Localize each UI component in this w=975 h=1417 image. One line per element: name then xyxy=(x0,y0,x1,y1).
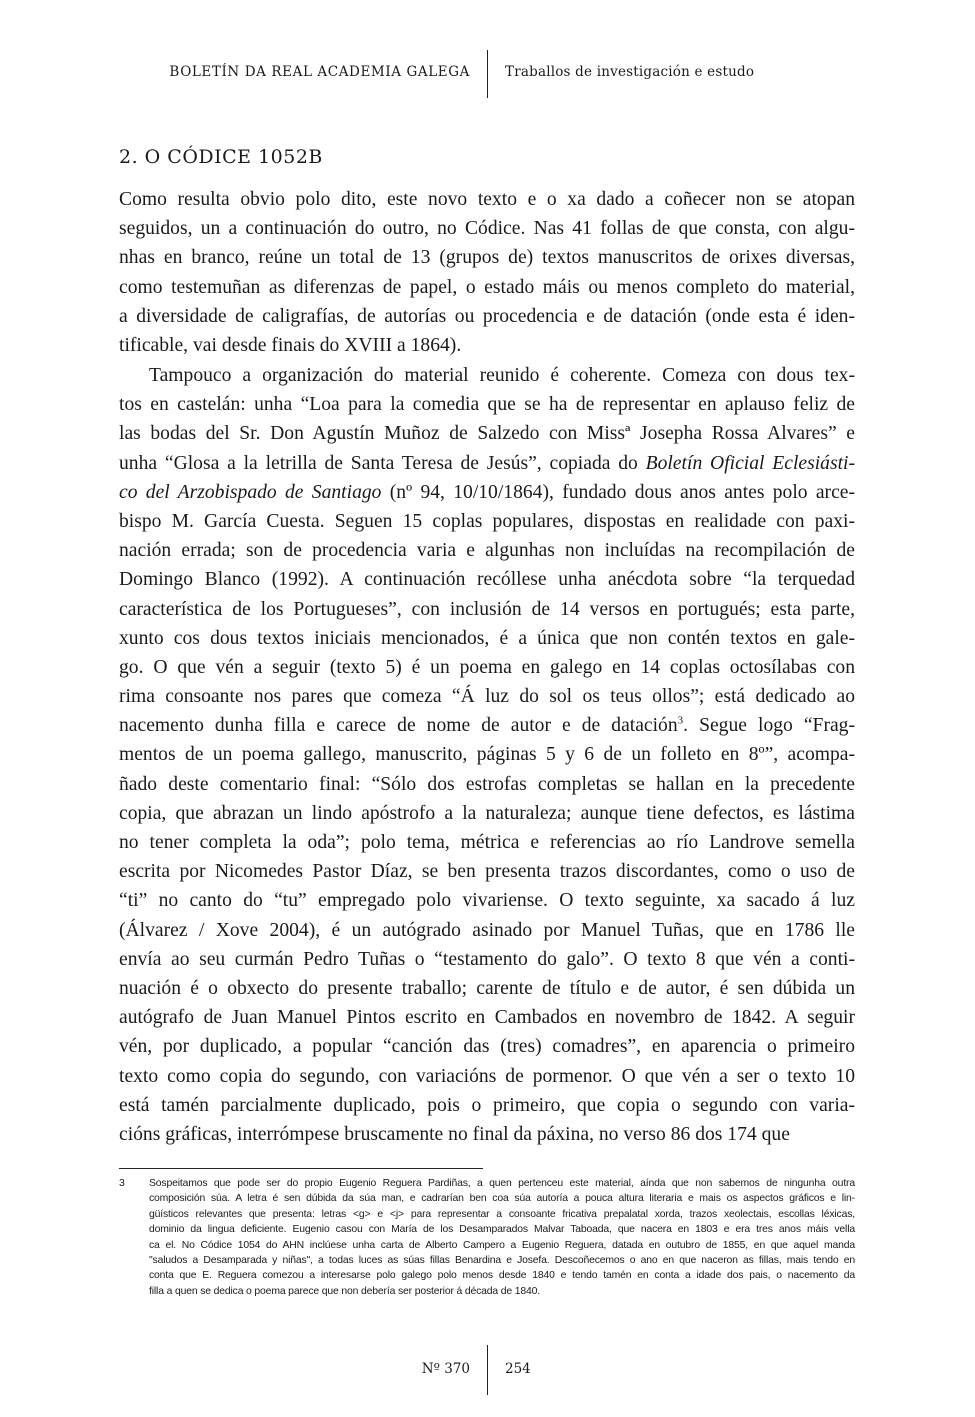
header-divider xyxy=(487,50,488,98)
section-heading: 2. O CÓDICE 1052B xyxy=(119,146,323,168)
text-line: ñado deste comentario final: “Sólo dos estrofas completas se hallan en la precedente xyxy=(119,773,855,795)
text-segment: unha “Glosa a la letrilla de Santa Teresa de Jesús”, copiada do xyxy=(119,452,646,474)
text-line: como testemuñan as diferenzas de papel, o estado máis ou menos completo do material, xyxy=(119,276,855,298)
text-line: nhas en branco, reúne un total de 13 (grupos de) textos manuscritos de orixes diversas, xyxy=(119,247,855,269)
text-segment: (nº 94, 10/10/1864), fundado dous anos antes polo arce- xyxy=(381,481,856,503)
text-line: nación errada; son de procedencia varia e algunhas non incluídas na recompilación de xyxy=(119,540,855,562)
text-line: rima consoante nos pares que comeza “Á luz do sol os teus ollos”; está dedicado ao xyxy=(119,686,855,708)
text-line: característica de los Portugueses”, con inclusión de 14 versos en portugués; esta parte, xyxy=(119,598,855,620)
italic-text: Boletín Oficial Eclesiásti- xyxy=(645,452,855,474)
footnote-reference: 3 xyxy=(677,714,684,727)
footnote-line: ca el. No Códice 1054 do AHN inclúese unha carta de Alberto Campero a Eugenio Reguera, datada en outubro de 1855, en que aquel manda xyxy=(149,1239,855,1251)
footnote-line: filla a quen se dedica o poema parece que non debería ser posterior á década de 1840. xyxy=(149,1285,541,1297)
text-line: Como resulta obvio polo dito, este novo texto e o xa dado a coñecer non se atopan xyxy=(119,189,855,210)
text-line: “ti” no canto do “tu” empregado polo vivariense. O texto seguinte, xa sacado á luz xyxy=(119,890,855,912)
text-segment: nacemento dunha filla e carece de nome de autor e de datación xyxy=(119,715,678,737)
text-line: Domingo Blanco (1992). A continuación recóllese unha anécdota sobre “la terquedad xyxy=(119,569,855,591)
text-line xyxy=(119,478,855,507)
text-line xyxy=(119,711,855,740)
text-line: go. O que vén a seguir (texto 5) é un poema en galego en 14 coplas octosílabas con xyxy=(119,656,855,678)
page-number: 254 xyxy=(505,1361,531,1377)
footnote-text xyxy=(149,1176,855,1299)
text-line: cións gráficas, interrómpese bruscamente no final da páxina, no verso 86 dos 174 que xyxy=(119,1123,790,1145)
text-line: bispo M. García Cuesta. Seguen 15 coplas populares, dispostas en realidade con paxi- xyxy=(119,510,855,532)
text-line: envía ao seu curmán Pedro Tuñas o “testamento do galo”. O texto 8 que vén a conti- xyxy=(119,948,855,970)
footnote-number: 3 xyxy=(119,1178,125,1189)
footnote-line: "saludos a Desamparada y niñas", a todas luces as súas fillas Benardina e Josefa. Descoñecemos o ano en que naceron as fillas, mais tendo en xyxy=(149,1254,855,1266)
footnote-line: Sospeitamos que pode ser do propio Eugenio Reguera Pardiñas, a quen pertenceu este material, aínda que non sabemos de ningunha outra xyxy=(149,1178,855,1189)
footnote-line: güísticos relevantes que presenta: letras <g> e <j> para representar a consoante fricativa prepalatal xorda, trazos xeolectais, escollas léxicas, xyxy=(149,1208,855,1220)
footnote-line: composición súa. A letra é sen dúbida da súa man, e cadrarían ben coa súa autoría a pouca altura literaria e mais os aspectos gráficos e lin- xyxy=(149,1193,855,1205)
text-line: está tamén parcialmente duplicado, pois o primeiro, que copia o segundo con varia- xyxy=(119,1094,855,1116)
text-line: autógrafo de Juan Manuel Pintos escrito en Cambados en novembro de 1842. A seguir xyxy=(119,1007,855,1029)
footnote-line: dominio da lingua deficiente. Eugenio casou con María de los Desamparados Malvar Taboada, que nacera en 1803 e era tres anos máis vella xyxy=(149,1224,855,1236)
text-line: copia, que abrazan un lindo apóstrofo a la naturaleza; aunque tiene defectos, es lástima xyxy=(119,802,855,824)
text-line: tos en castelán: unha “Loa para la comedia que se ha de representar en aplauso feliz de xyxy=(119,394,855,416)
text-line: no tener completa la oda”; polo tema, métrica e referencias ao río Landrove semella xyxy=(119,832,855,853)
text-line: Tampouco a organización do material reunido é coherente. Comeza con dous tex- xyxy=(149,365,855,386)
text-line xyxy=(119,449,855,478)
text-line: vén, por duplicado, a popular “canción das (tres) comadres”, en aparencia o primeiro xyxy=(119,1036,855,1058)
text-line: las bodas del Sr. Don Agustín Muñoz de Salzedo con Missª Josepha Rossa Alvares” e xyxy=(119,423,855,445)
running-header-journal: BOLETÍN DA REAL ACADEMIA GALEGA xyxy=(169,64,470,80)
text-segment: . Segue logo “Frag- xyxy=(683,715,855,737)
text-line: seguidos, un a continuación do outro, no Códice. Nas 41 follas de que consta, con algu- xyxy=(119,218,855,240)
text-line: xunto cos dous textos iniciais mencionados, é a única que non contén textos en gale- xyxy=(119,627,855,649)
text-line: mentos de un poema gallego, manuscrito, páginas 5 y 6 de un folleto en 8º”, acompa- xyxy=(119,744,855,766)
footnote xyxy=(119,1176,855,1299)
running-header-section: Traballos de investigación e estudo xyxy=(505,64,755,80)
text-line: a diversidade de caligrafías, de autorías ou procedencia e de datación (onde esta é iden- xyxy=(119,305,855,327)
italic-text: co del Arzobispado de Santiago xyxy=(119,481,382,503)
footer-divider xyxy=(487,1345,488,1395)
issue-number: Nº 370 xyxy=(421,1361,470,1377)
text-line: (Álvarez / Xove 2004), é un autógrado asinado por Manuel Tuñas, que en 1786 lle xyxy=(119,919,855,941)
text-line: nuación é o obxecto do presente traballo; carente de título e de autor, é sen dúbida un xyxy=(119,977,855,999)
footnote-line: conta que E. Reguera comezou a interesarse polo galego polo menos desde 1840 e tendo tamén en conta a idade dos pais, o nacemento da xyxy=(149,1270,855,1282)
text-line: texto como copia do segundo, con variacións de pormenor. O que vén a ser o texto 10 xyxy=(119,1065,855,1087)
footnote-rule xyxy=(119,1168,483,1169)
paragraph-2 xyxy=(119,361,855,1149)
text-line: tificable, vai desde finais do XVIII a 1864). xyxy=(119,334,462,356)
paragraph-1 xyxy=(119,185,855,360)
text-line: escrita por Nicomedes Pastor Díaz, se ben presenta trazos discordantes, como o uso de xyxy=(119,861,855,883)
